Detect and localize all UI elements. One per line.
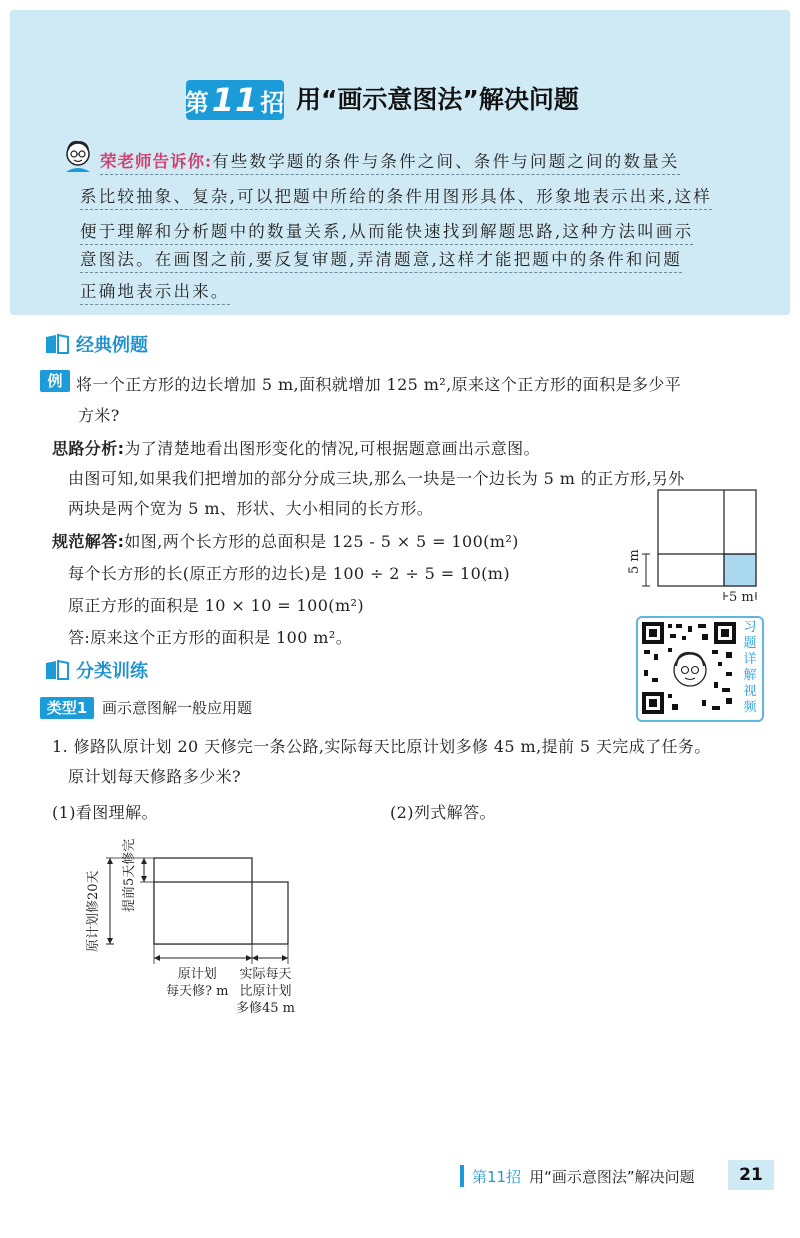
tip-line-2: 系比较抽象、复杂,可以把题中所给的条件用图形具体、形象地表示出来,这样 <box>80 183 712 210</box>
subquestion-1: (1)看图理解。 <box>52 803 158 822</box>
example-problem-line2: 方米? <box>78 406 120 425</box>
badge-number: 11 <box>211 81 259 119</box>
page-number: 21 <box>728 1160 774 1190</box>
question1-line2: 原计划每天修路多少米? <box>68 767 241 786</box>
solution-line1: 规范解答:如图,两个长方形的总面积是 125 - 5 × 5 = 100(m²) <box>52 532 519 551</box>
figure-left-label: 5 m <box>627 549 642 574</box>
tip-line-4: 意图法。在画图之前,要反复审题,弄清题意,这样才能把题中的条件和问题 <box>80 246 682 273</box>
book-icon <box>44 333 70 355</box>
tip-line-5: 正确地表示出来。 <box>80 278 230 305</box>
analysis-line1: 思路分析:为了清楚地看出图形变化的情况,可根据题意画出示意图。 <box>52 439 540 458</box>
road-fig-bottom-label-2: 实际每天 比原计划 多修45 m <box>236 967 296 1016</box>
subquestion-2: (2)列式解答。 <box>390 803 496 822</box>
type-title: 画示意图解一般应用题 <box>102 699 253 717</box>
example-section-heading: 经典例题 <box>44 330 148 358</box>
qr-code-icon[interactable] <box>642 622 738 714</box>
training-section-heading: 分类训练 <box>44 656 148 684</box>
qr-caption: 习 题 详 解 视 频 <box>743 620 757 715</box>
footer-chapter <box>460 1162 695 1190</box>
road-fig-left-label: 原计划修20天 <box>86 870 101 952</box>
question1-line1: 1. 修路队原计划 20 天修完一条公路,实际每天比原计划多修 45 m,提前 5 天完成了任务。 <box>52 737 711 756</box>
solution-label: 规范解答: <box>52 532 125 551</box>
solution-line3: 原正方形的面积是 10 × 10 = 100(m²) <box>68 596 364 615</box>
page-title: 用“画示意图法”解决问题 <box>296 85 579 114</box>
lesson-badge <box>186 80 284 120</box>
analysis-label: 思路分析: <box>52 439 125 458</box>
tip-label: 荣老师告诉你: <box>100 152 213 171</box>
solution-line2: 每个长方形的长(原正方形的边长)是 100 ÷ 2 ÷ 5 = 10(m) <box>68 564 511 583</box>
teacher-avatar-icon <box>60 138 96 174</box>
road-fig-early-label: 提前5天修完 <box>122 838 137 912</box>
analysis-line3: 两块是两个宽为 5 m、形状、大小相同的长方形。 <box>68 499 434 518</box>
analysis-line2: 由图可知,如果我们把增加的部分分成三块,那么一块是一个边长为 5 m 的正方形,另外 <box>68 469 685 488</box>
tip-line-1: 荣老师告诉你:有些数学题的条件与条件之间、条件与问题之间的数量关 <box>100 148 680 175</box>
tip-line-3: 便于理解和分析题中的数量关系,从而能快速找到解题思路,这种方法叫画示 <box>80 218 693 245</box>
footer-title: 用“画示意图法”解决问题 <box>529 1167 695 1186</box>
badge-prefix: 第 <box>184 88 210 117</box>
answer-line: 答:原来这个正方形的面积是 100 m²。 <box>68 628 353 647</box>
road-fig-bottom-label-1: 原计划 每天修? m <box>166 967 229 999</box>
book-icon <box>44 659 70 681</box>
figure-bottom-label: 5 m <box>729 590 754 605</box>
example-badge: 例 <box>40 370 70 392</box>
footer-lesson: 第11招 <box>472 1167 522 1186</box>
example-problem-line1: 将一个正方形的边长增加 5 m,面积就增加 125 m²,原来这个正方形的面积是多少平 <box>76 375 682 394</box>
type-badge: 类型1 <box>40 697 94 719</box>
footer-accent-bar <box>460 1165 464 1187</box>
badge-suffix: 招 <box>260 88 286 117</box>
